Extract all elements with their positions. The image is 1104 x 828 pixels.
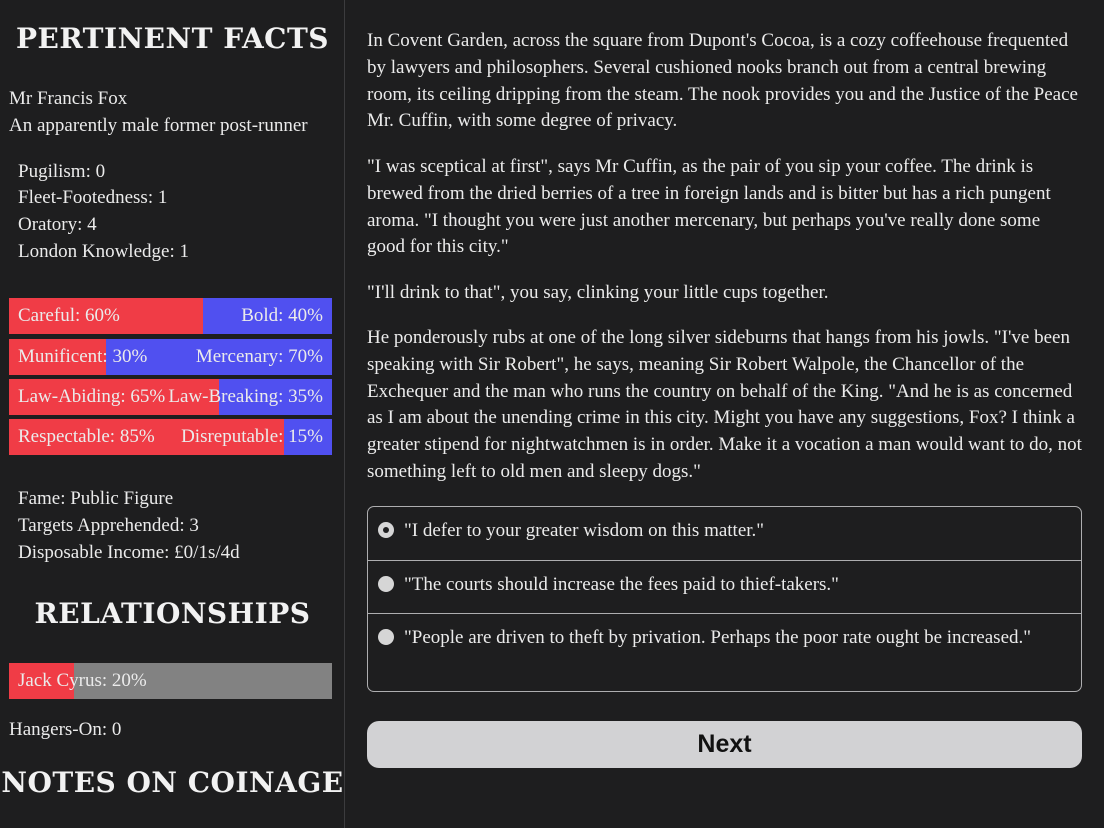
trait-left-label: Munificent: 30% bbox=[18, 346, 148, 367]
story-paragraph: "I was sceptical at first", says Mr Cuffin, as the pair of you sip your coffee. The drink is brewed from the dried berries of a tree in foreign lands and is bitter but has a rich pungent aroma. "I thought you were just another mercenary, but perhaps you've really done some good for this city." bbox=[367, 156, 1051, 258]
story-paragraph: "I'll drink to that", you say, clinking your little cups together. bbox=[367, 282, 829, 303]
trait-right-label: Law-Breaking: 35% bbox=[168, 386, 323, 407]
fame-status: Fame: Public Figure bbox=[18, 488, 174, 509]
disposable-income: Disposable Income: £0/1s/4d bbox=[18, 542, 240, 563]
choice-text: "The courts should increase the fees paid to thief-takers." bbox=[404, 574, 839, 595]
relationship-bar-jack-cyrus bbox=[9, 663, 332, 699]
relationship-label: Jack Cyrus: 20% bbox=[18, 670, 147, 691]
radio-button-icon[interactable] bbox=[378, 576, 394, 592]
choice-option-1[interactable] bbox=[368, 507, 1081, 560]
trait-right-label: Mercenary: 70% bbox=[195, 346, 323, 367]
story-paragraph: He ponderously rubs at one of the long silver sideburns that hangs from his jowls. "I've been speaking with Sir Robert", he says, meaning Sir Robert Walpole, the Chancellor of the Exchequer and the man who runs the country on behalf of the King. "And he is as concerned as I am about the unending crime in this city. Might you have any suggestions, Fox? I think a greater stipend for nightwatchmen is in order. Make it a vocation a man would want to do, not something left to old men and sleepy dogs." bbox=[367, 327, 1082, 482]
trait-bar-careful-bold bbox=[9, 298, 332, 334]
trait-right-label: Disreputable: 15% bbox=[181, 426, 323, 447]
character-sidebar bbox=[0, 0, 345, 828]
targets-apprehended: Targets Apprehended: 3 bbox=[18, 515, 199, 536]
trait-right-label: Bold: 40% bbox=[241, 305, 323, 326]
choice-list bbox=[367, 506, 1082, 692]
choice-text: "People are driven to theft by privation. Perhaps the poor rate ought be increased." bbox=[404, 627, 1032, 648]
skill-fleet-footedness: Fleet-Footedness: 1 bbox=[18, 187, 168, 208]
choice-option-3[interactable] bbox=[368, 613, 1081, 692]
skill-oratory: Oratory: 4 bbox=[18, 214, 97, 235]
story-paragraph: In Covent Garden, across the square from Dupont's Cocoa, is a cozy coffeehouse frequented by lawyers and philosophers. Several cushioned nooks branch out from a central brewing room, its ceiling dripping from the steam. The nook provides you and the Justice of the Peace Mr. Cuffin, with some degree of privacy. bbox=[367, 30, 1078, 132]
trait-bar-munificent-mercenary bbox=[9, 339, 332, 375]
trait-left-label: Careful: 60% bbox=[18, 305, 120, 326]
skill-london-knowledge: London Knowledge: 1 bbox=[18, 241, 189, 262]
hangers-on: Hangers-On: 0 bbox=[9, 719, 122, 740]
next-button[interactable]: Next bbox=[367, 721, 1082, 768]
trait-left-label: Respectable: 85% bbox=[18, 426, 155, 447]
notes-on-coinage-heading[interactable]: NOTES ON COINAGE bbox=[1, 766, 344, 799]
relationships-heading: RELATIONSHIPS bbox=[34, 597, 311, 630]
choice-text: "I defer to your greater wisdom on this matter." bbox=[404, 520, 765, 541]
choice-option-2[interactable] bbox=[368, 560, 1081, 613]
character-name: Mr Francis Fox bbox=[9, 88, 128, 109]
radio-button-icon[interactable] bbox=[378, 629, 394, 645]
trait-left-label: Law-Abiding: 65% bbox=[18, 386, 166, 407]
trait-bar-law bbox=[9, 379, 332, 415]
radio-button-icon[interactable] bbox=[378, 522, 394, 538]
trait-bar-respectable-disreputable bbox=[9, 419, 332, 455]
skill-pugilism: Pugilism: 0 bbox=[18, 161, 106, 182]
character-description: An apparently male former post-runner bbox=[9, 115, 308, 136]
pertinent-facts-heading: PERTINENT FACTS bbox=[15, 22, 330, 55]
